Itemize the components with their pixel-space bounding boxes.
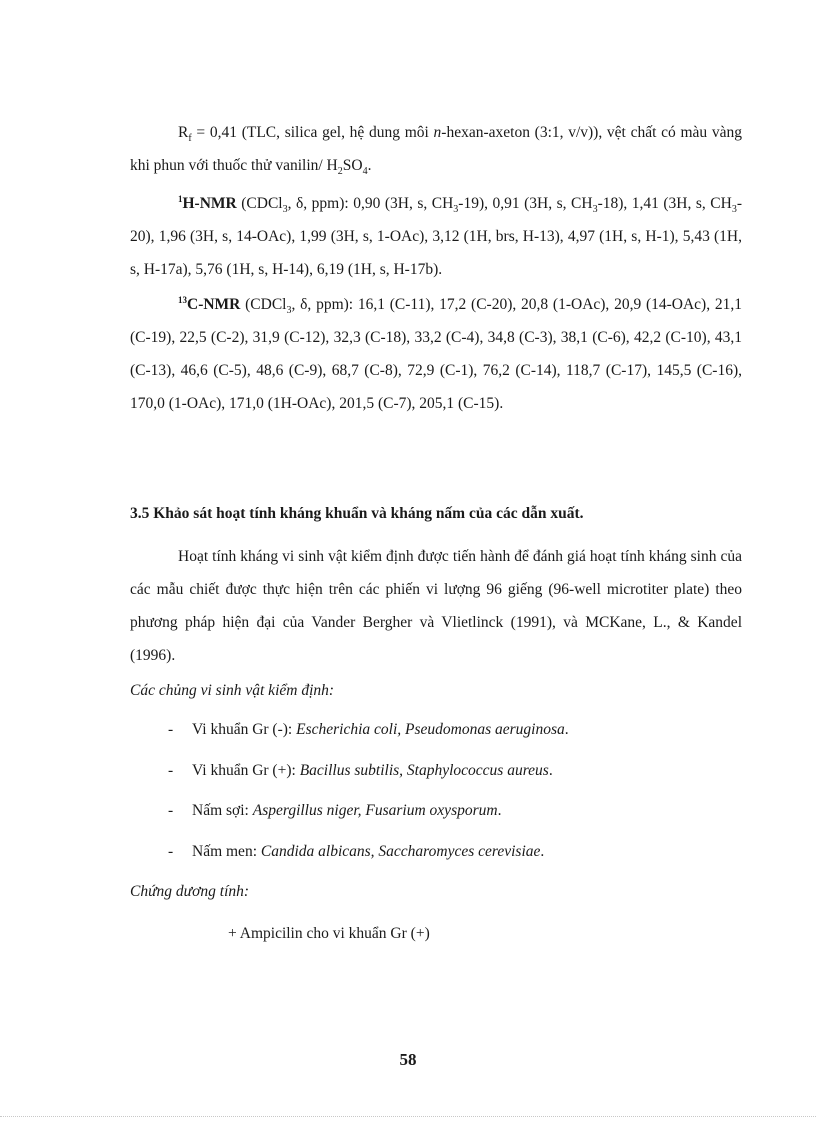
page-number: 58 (399, 1050, 417, 1069)
list-item: - Vi khuẩn Gr (+): Bacillus subtilis, Staphylococcus aureus. (168, 762, 553, 779)
section-heading: 3.5 Khảo sát hoạt tính kháng khuẩn và kháng nấm của các dẫn xuất. (130, 505, 584, 522)
list-item: - Nấm sợi: Aspergillus niger, Fusarium oxysporum. (168, 802, 502, 819)
strains-label: Các chủng vi sinh vật kiểm định: (130, 682, 335, 699)
list-item: - Vi khuẩn Gr (-): Escherichia coli, Pseudomonas aeruginosa. (168, 721, 569, 738)
c-nmr-paragraph: $^{13}$C-NMR (CDCl$_3$, δ, ppm): 16,1 (C-11), 17,2 (C-20), 20,8 (1-OAc), 20,9 (14-OAc), 21,1 (C-19), 22,5 (C-2), 31,9 (C-12), 32,3 (C-18), 33,2 (C-4), 34,8 (C-3), 38,1 (C-6), 42,2 (C-10), 43,1 (C-13), 46,6 (C-5), 48,6 (C-9), 68,7 (C-8), 72,9 (C-1), 76,2 (C-14), 118,7 (C-17), 145,5 (C-16), 170,0 (1-OAc), 171,0 (1H-OAc), 201,5 (C-7), 205,1 (C-15). (130, 294, 742, 412)
rf-paragraph: $R_f = 0,41$ (TLC, silica gel, hệ dung môi n-hexan-axeton (3:1, v/v)), vệt chất có màu vàng khi phun với thuốc thử vanilin/ $H_2SO_4$. (130, 124, 742, 178)
h-nmr-paragraph: $^1$H-NMR (CDCl$_3$, δ, ppm): 0,90 (3H, s, $CH_3-19$), 0,91 (3H, s, $CH_3-18$), 1,41 (3H, s, $CH_3-20$), 1,96 (3H, s, 14-OAc), 1,99 (3H, s, 1-OAc), 3,12 (1H, brs, H-13), 4,97 (1H, s, H-1), 5,43 (1H, s, H-17a), 5,76 (1H, s, H-14), 6,19 (1H, s, H-17b). (130, 193, 743, 278)
positive-control-item: + Ampicilin cho vi khuẩn Gr (+) (228, 925, 430, 942)
positive-control-label: Chứng dương tính: (130, 883, 250, 900)
page-bottom-divider (0, 1116, 816, 1117)
list-item: - Nấm men: Candida albicans, Saccharomyces cerevisiae. (168, 843, 545, 860)
body-paragraph: Hoạt tính kháng vi sinh vật kiểm định được tiến hành để đánh giá hoạt tính kháng sinh của các mẫu chiết được thực hiện trên các phiến vi lượng 96 giếng (96-well microtiter plate) theo phương pháp hiện đại của Vander Bergher và Vlietlinck (1991), và MCKane, L., & Kandel (1996). (130, 548, 742, 664)
